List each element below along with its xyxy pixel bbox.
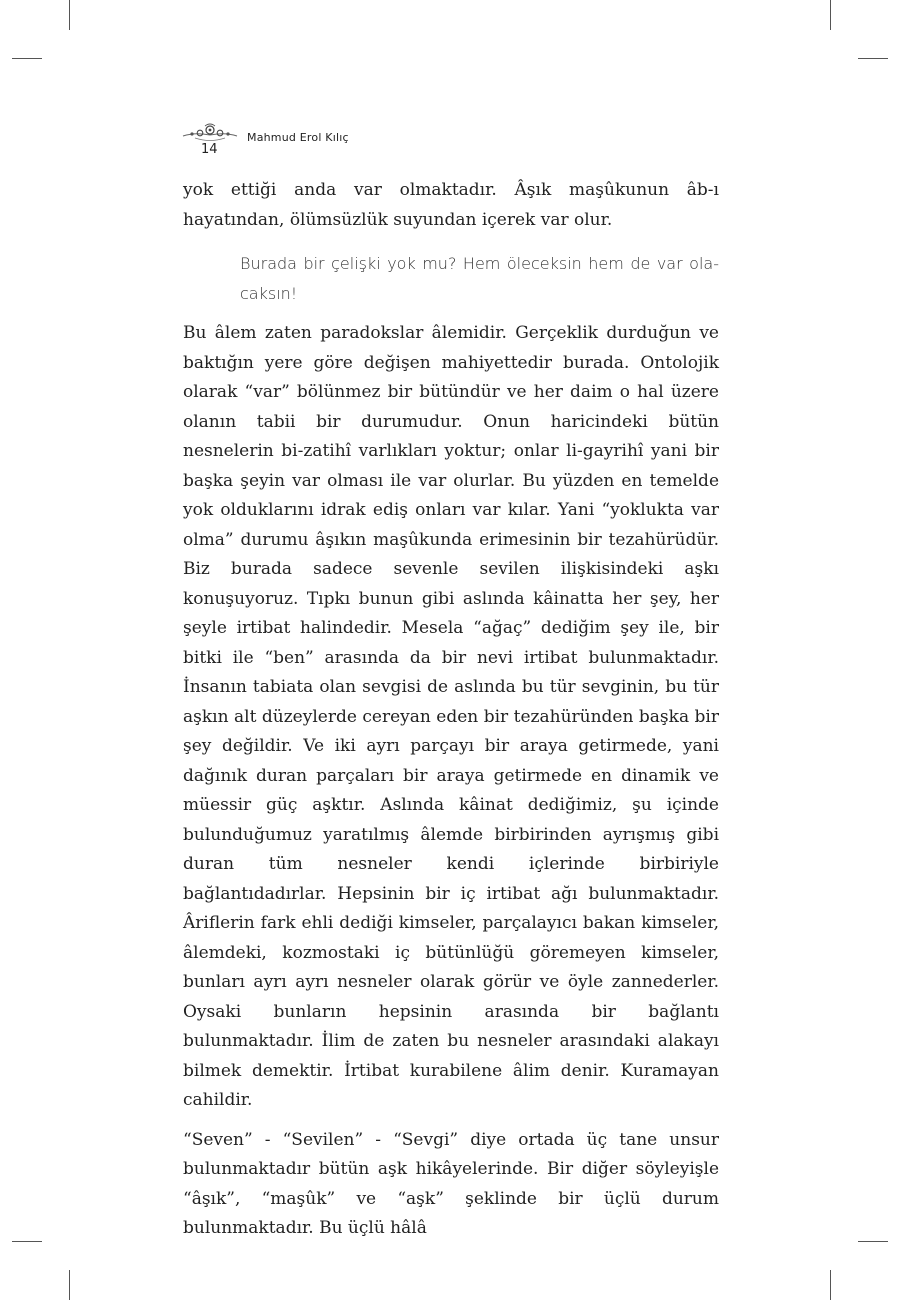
crop-mark-top-right	[830, 0, 831, 30]
paragraph-3: “Seven” - “Sevilen” - “Sevgi” diye ortada üç tane unsur bulunmaktadır bütün aşk hikâyelerinde. Bir diğer söyleyişle “âşık”, “maşûk” ve “aşk” şeklinde bir üçlü durum bulunmaktadır. Bu üçlü hâlâ	[183, 1129, 719, 1238]
running-head-author: Mahmud Erol Kılıç	[247, 131, 349, 144]
crop-mark-bottom-left	[69, 1270, 70, 1300]
page-number: 14	[201, 142, 218, 157]
paragraph-2: Bu âlem zaten paradokslar âlemidir. Gerçeklik durduğun ve baktığın yere göre değişen mahiyettedir burada. Ontolojik olarak “var” bölünmez bir bütündür ve her daim o hal üzere olanın tabii bir durumudur. Onun haricindeki bütün nesnelerin bi-zatihî varlıkları yoktur; onlar li-gayrihî yani bir başka şeyin var olması ile var olurlar. Bu yüzden en temelde yok olduklarını idrak ediş onları var kılar. Yani “yoklukta var olma” durumu âşıkın maşûkunda erimesinin bir tezahürüdür. Biz burada sadece sevenle sevilen ilişkisindeki aşkı konuşuyoruz. Tıpkı bunun gibi aslında kâinatta her şey, her şeyle irtibat halindedir. Mesela “ağaç” dediğim şey ile, bir bitki ile “ben” arasında da bir nevi irtibat bulunmaktadır. İnsanın tabiata olan sevgisi de aslında bu tür sevginin, bu tür aşkın alt düzeylerde cereyan eden bir tezahüründen başka bir şey değildir. Ve iki ayrı parçayı bir araya getirmede, yani dağınık duran parçaları bir araya getirmede en dinamik ve müessir güç aşktır. Aslında kâinat dediğimiz, şu içinde bulunduğumuz yaratılmış âlemde birbirinden ayrışmış gibi duran tüm nesneler kendi içlerinde birbiriyle bağlantıdadırlar. Hepsinin bir iç irtibat ağı bulunmaktadır. Âriflerin fark ehli dediği kimseler, parçalayıcı bakan kimseler, âlemdeki, kozmostaki iç bütünlüğü göremeyen kimseler, bunları ayrı ayrı nesneler olarak görür ve öyle zannederler. Oysaki bunların hepsinin arasında bir bağlantı bulunmaktadır. İlim de zaten bu nesneler arasındaki alakayı bilmek demektir. İrtibat kurabilene âlim denir. Kuramayan cahildir.	[183, 323, 719, 1110]
crop-mark-bottom-right	[830, 1270, 831, 1300]
paragraph-1: yok ettiği anda var olmaktadır. Âşık maşûkunun âb-ı hayatından, ölümsüzlük suyundan içerek var olur.	[183, 180, 719, 230]
crop-mark-right-top	[858, 58, 888, 59]
crop-mark-top-left	[69, 0, 70, 30]
page-body	[183, 176, 719, 1244]
page-header	[181, 122, 721, 158]
block-quote: Burada bir çelişki yok mu? Hem öleceksin hem de var olacaksın!	[240, 254, 719, 303]
crop-mark-right-bottom	[858, 1241, 888, 1242]
floral-ornament-icon	[181, 122, 239, 144]
crop-mark-left-bottom	[12, 1241, 42, 1242]
crop-mark-left-top	[12, 58, 42, 59]
